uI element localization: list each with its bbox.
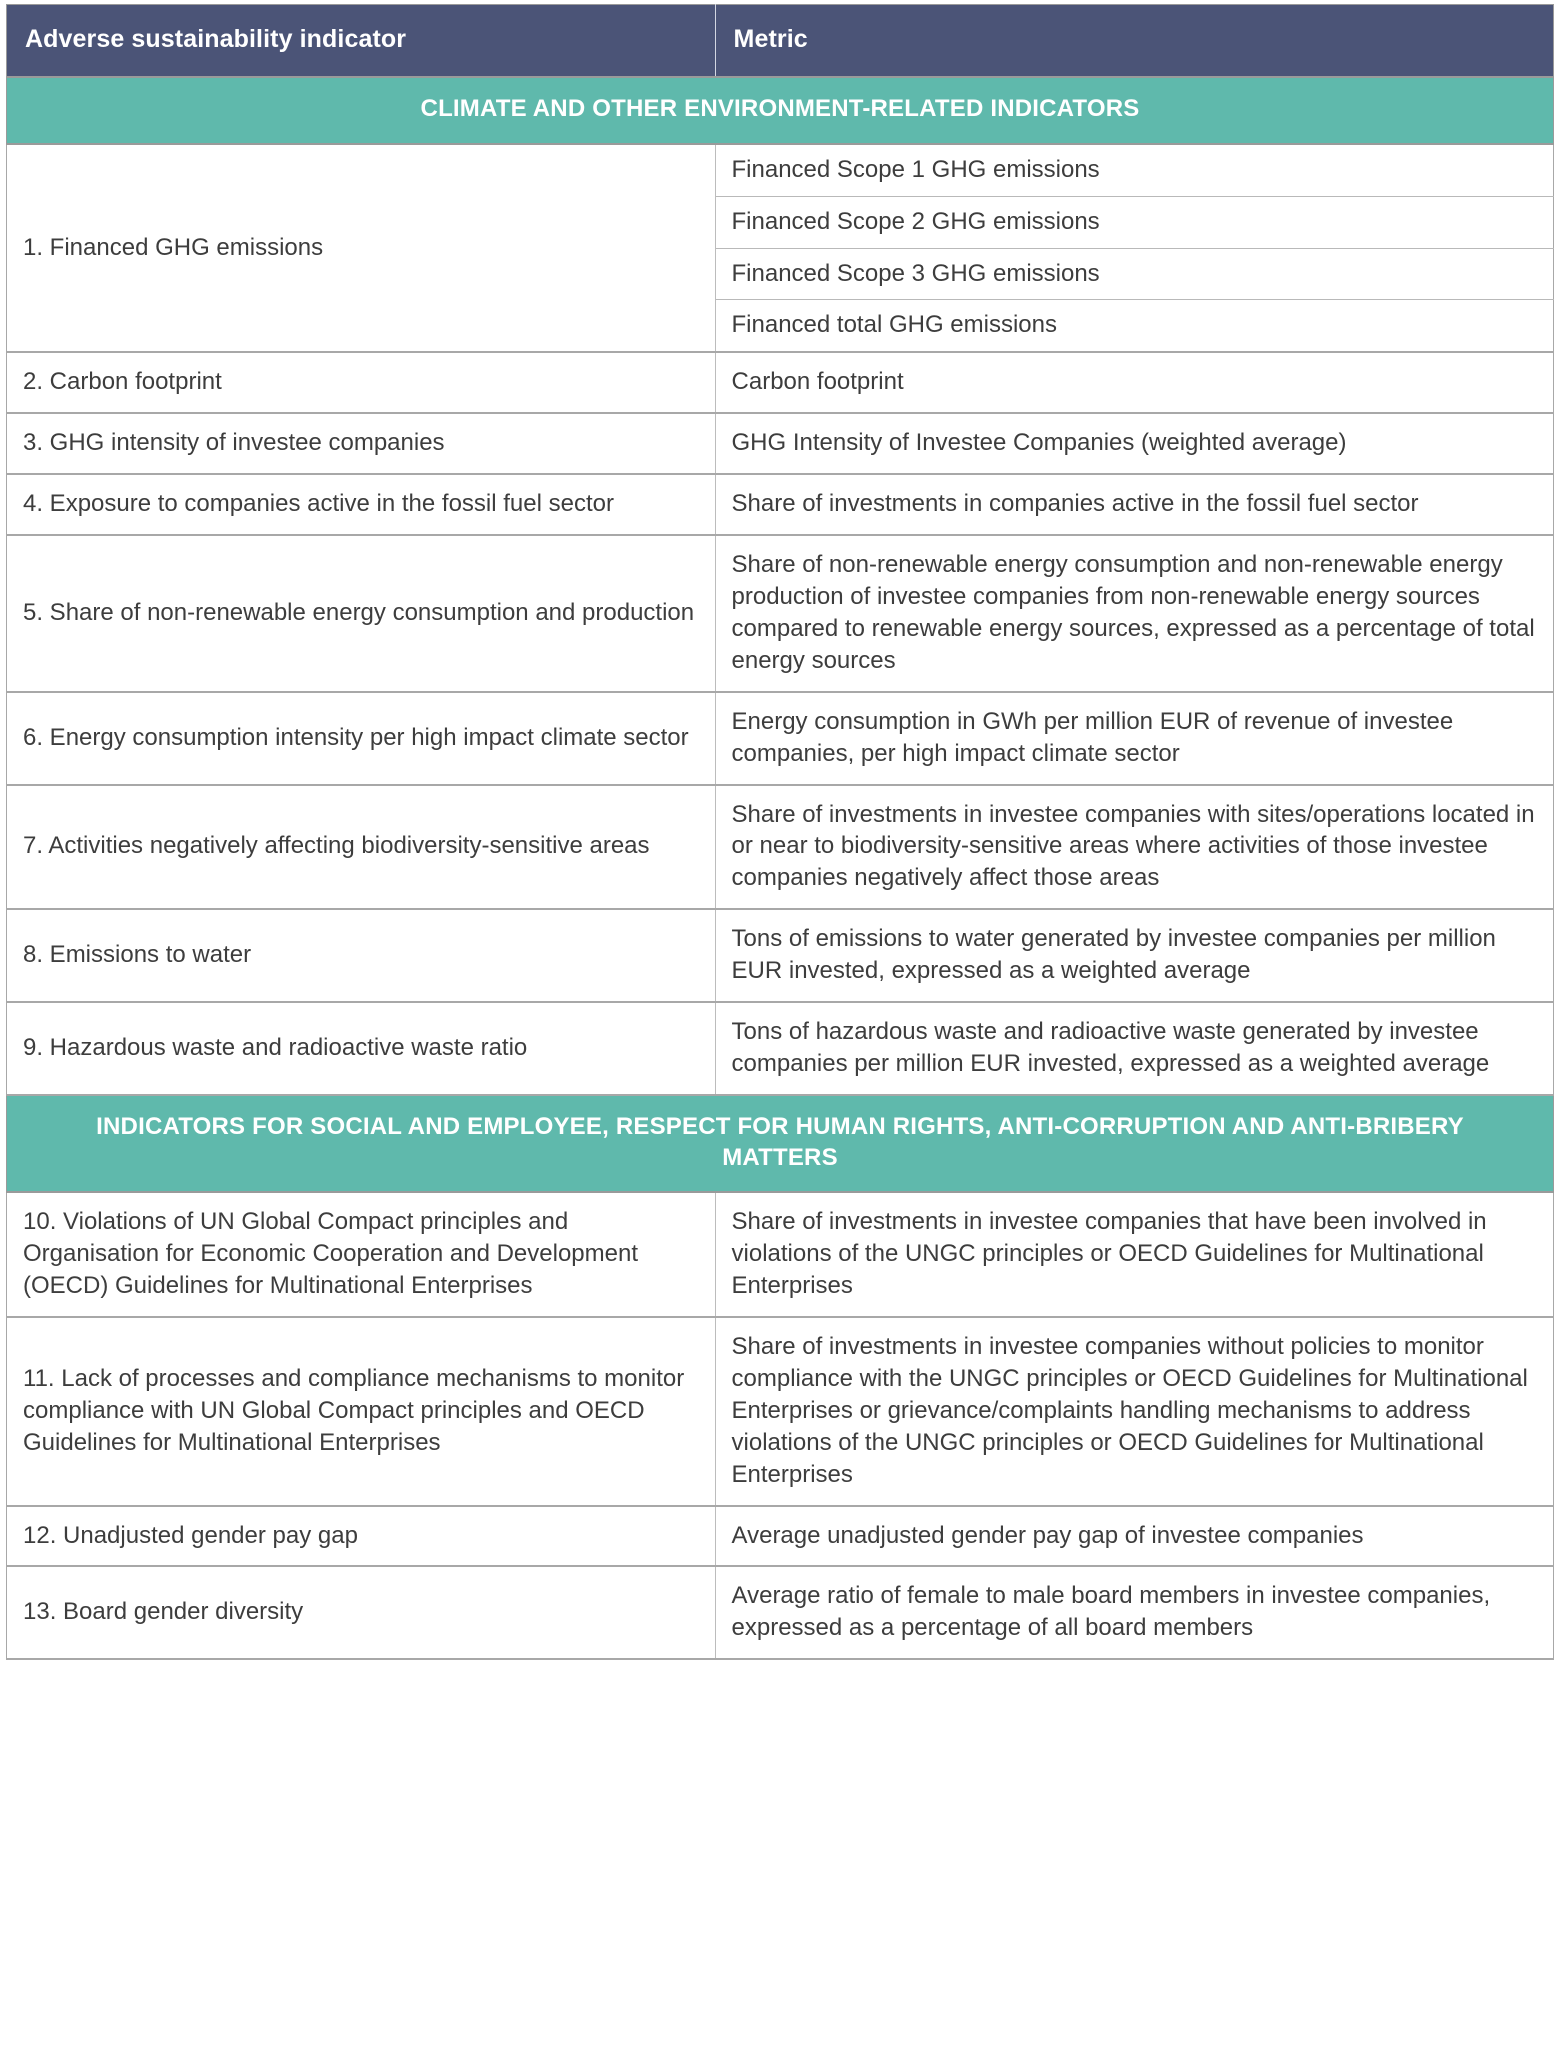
metric-cell: Share of investments in companies active in the fossil fuel sector <box>715 474 1553 535</box>
table-row <box>7 474 1554 535</box>
metric-cell: Share of non-renewable energy consumption and non-renewable energy production of investee companies from non-renewable energy sources compared to renewable energy sources, expressed as a percentage of total energy sources <box>715 535 1553 692</box>
metric-cell: Tons of hazardous waste and radioactive waste generated by investee companies per million EUR invested, expressed as a weighted average <box>715 1002 1553 1095</box>
metric-cell: Average ratio of female to male board members in investee companies, expressed as a percentage of all board members <box>715 1566 1553 1659</box>
indicator-cell: 7. Activities negatively affecting biodiversity-sensitive areas <box>7 785 716 910</box>
table-row <box>7 144 1554 196</box>
metric-cell: Energy consumption in GWh per million EUR of revenue of investee companies, per high impact climate sector <box>715 692 1553 785</box>
table-row <box>7 1192 1554 1317</box>
table-row <box>7 413 1554 474</box>
indicator-cell: 4. Exposure to companies active in the fossil fuel sector <box>7 474 716 535</box>
table-row <box>7 1566 1554 1659</box>
table-row <box>7 1506 1554 1567</box>
metric-cell: Carbon footprint <box>715 352 1553 413</box>
metric-cell: Financed Scope 1 GHG emissions <box>715 144 1553 196</box>
metric-cell: Average unadjusted gender pay gap of investee companies <box>715 1506 1553 1567</box>
table-row <box>7 535 1554 692</box>
table-row <box>7 1002 1554 1095</box>
metric-cell: Share of investments in investee companies without policies to monitor compliance with the UNGC principles or OECD Guidelines for Multinational Enterprises or grievance/complaints handling mechanisms to address violations of the UNGC principles or OECD Guidelines for Multinational Enterprises <box>715 1317 1553 1506</box>
indicator-cell: 13. Board gender diversity <box>7 1566 716 1659</box>
section-band-row-social <box>7 1095 1554 1192</box>
table-row <box>7 692 1554 785</box>
section-title-climate: CLIMATE AND OTHER ENVIRONMENT-RELATED INDICATORS <box>7 77 1554 144</box>
indicator-cell: 3. GHG intensity of investee companies <box>7 413 716 474</box>
indicator-cell: 10. Violations of UN Global Compact principles and Organisation for Economic Cooperation and Development (OECD) Guidelines for Multinational Enterprises <box>7 1192 716 1317</box>
adverse-sustainability-indicators-table <box>6 4 1554 1660</box>
metric-cell: Financed total GHG emissions <box>715 300 1553 352</box>
table-row <box>7 785 1554 910</box>
table-header-row <box>7 5 1554 78</box>
indicator-cell: 8. Emissions to water <box>7 909 716 1002</box>
indicator-cell: 1. Financed GHG emissions <box>7 144 716 353</box>
indicator-cell: 2. Carbon footprint <box>7 352 716 413</box>
metric-cell: Share of investments in investee companies with sites/operations located in or near to biodiversity-sensitive areas where activities of those investee companies negatively affect those areas <box>715 785 1553 910</box>
metric-cell: Financed Scope 3 GHG emissions <box>715 248 1553 300</box>
table-row <box>7 909 1554 1002</box>
indicator-cell: 12. Unadjusted gender pay gap <box>7 1506 716 1567</box>
column-header-adverse-sustainability-indicator: Adverse sustainability indicator <box>7 5 716 78</box>
metric-cell: GHG Intensity of Investee Companies (weighted average) <box>715 413 1553 474</box>
indicator-cell: 11. Lack of processes and compliance mechanisms to monitor compliance with UN Global Compact principles and OECD Guidelines for Multinational Enterprises <box>7 1317 716 1506</box>
metric-cell: Share of investments in investee companies that have been involved in violations of the UNGC principles or OECD Guidelines for Multinational Enterprises <box>715 1192 1553 1317</box>
table-header <box>7 5 1554 78</box>
table-row <box>7 352 1554 413</box>
section-band-row-climate <box>7 77 1554 144</box>
column-header-metric: Metric <box>715 5 1553 78</box>
indicator-cell: 5. Share of non-renewable energy consumption and production <box>7 535 716 692</box>
indicator-cell: 6. Energy consumption intensity per high impact climate sector <box>7 692 716 785</box>
section-title-social: INDICATORS FOR SOCIAL AND EMPLOYEE, RESPECT FOR HUMAN RIGHTS, ANTI-CORRUPTION AND ANTI-BRIBERY MATTERS <box>7 1095 1554 1192</box>
table-row <box>7 1317 1554 1506</box>
metric-cell: Financed Scope 2 GHG emissions <box>715 196 1553 248</box>
metric-cell: Tons of emissions to water generated by investee companies per million EUR invested, expressed as a weighted average <box>715 909 1553 1002</box>
table-body <box>7 77 1554 1659</box>
indicator-cell: 9. Hazardous waste and radioactive waste ratio <box>7 1002 716 1095</box>
